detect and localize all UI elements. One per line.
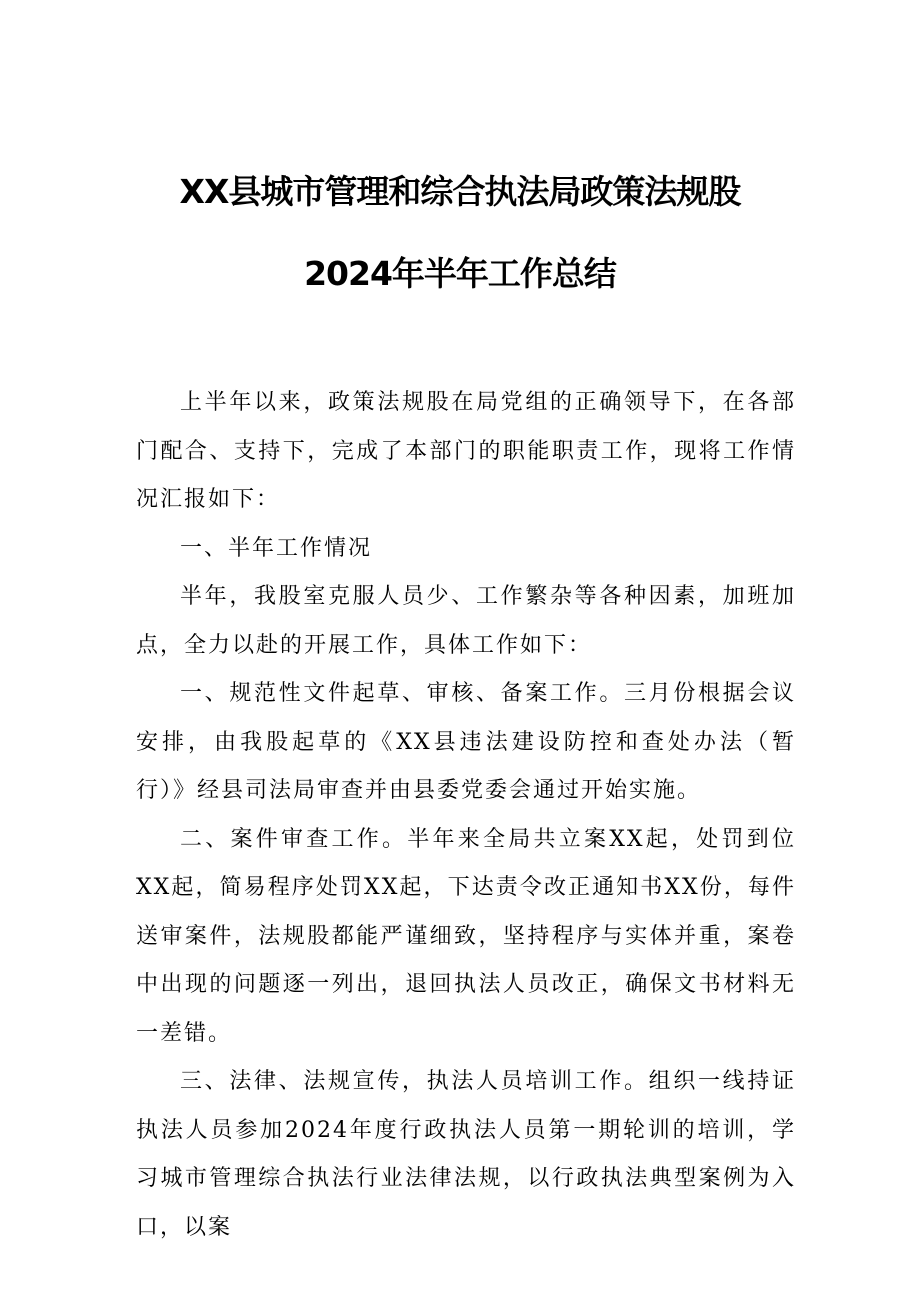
item-case-review: 二、案件审查工作。半年来全局共立案XX起，处罚到位XX起，简易程序处罚XX起，下达责令改正通知书XX份，每件送审案件，法规股都能严谨细致，坚持程序与实体并重，案卷中出现的问题逐一列出，退回执法人员改正，确保文书材料无一差错。 xyxy=(136,826,796,1046)
intro-paragraph: 上半年以来，政策法规股在局党组的正确领导下，在各部门配合、支持下，完成了本部门的职能职责工作，现将工作情况汇报如下： xyxy=(136,390,796,512)
item-legal-publicity-training: 三、法律、法规宣传，执法人员培训工作。组织一线持证执法人员参加2024年度行政执法人员第一期轮训的培训，学习城市管理综合执法行业法律法规，以行政执法典型案例为入口，以案 xyxy=(136,1069,796,1240)
document-body xyxy=(136,379,796,1252)
item-normative-documents: 一、规范性文件起草、审核、备案工作。三月份根据会议安排，由我股起草的《XX县违法建设防控和查处办法（暂行）》经县司法局审查并由县委党委会通过开始实施。 xyxy=(136,681,796,803)
document-title-line-1: XX县城市管理和综合执法局政策法规股 xyxy=(179,172,741,211)
section-intro-paragraph: 半年，我股室克服人员少、工作繁杂等各种因素，加班加点，全力以赴的开展工作，具体工作如下： xyxy=(136,584,796,658)
document-title-line-2: 2024年半年工作总结 xyxy=(304,254,616,293)
section-heading-work-status: 一、半年工作情况 xyxy=(180,535,373,561)
